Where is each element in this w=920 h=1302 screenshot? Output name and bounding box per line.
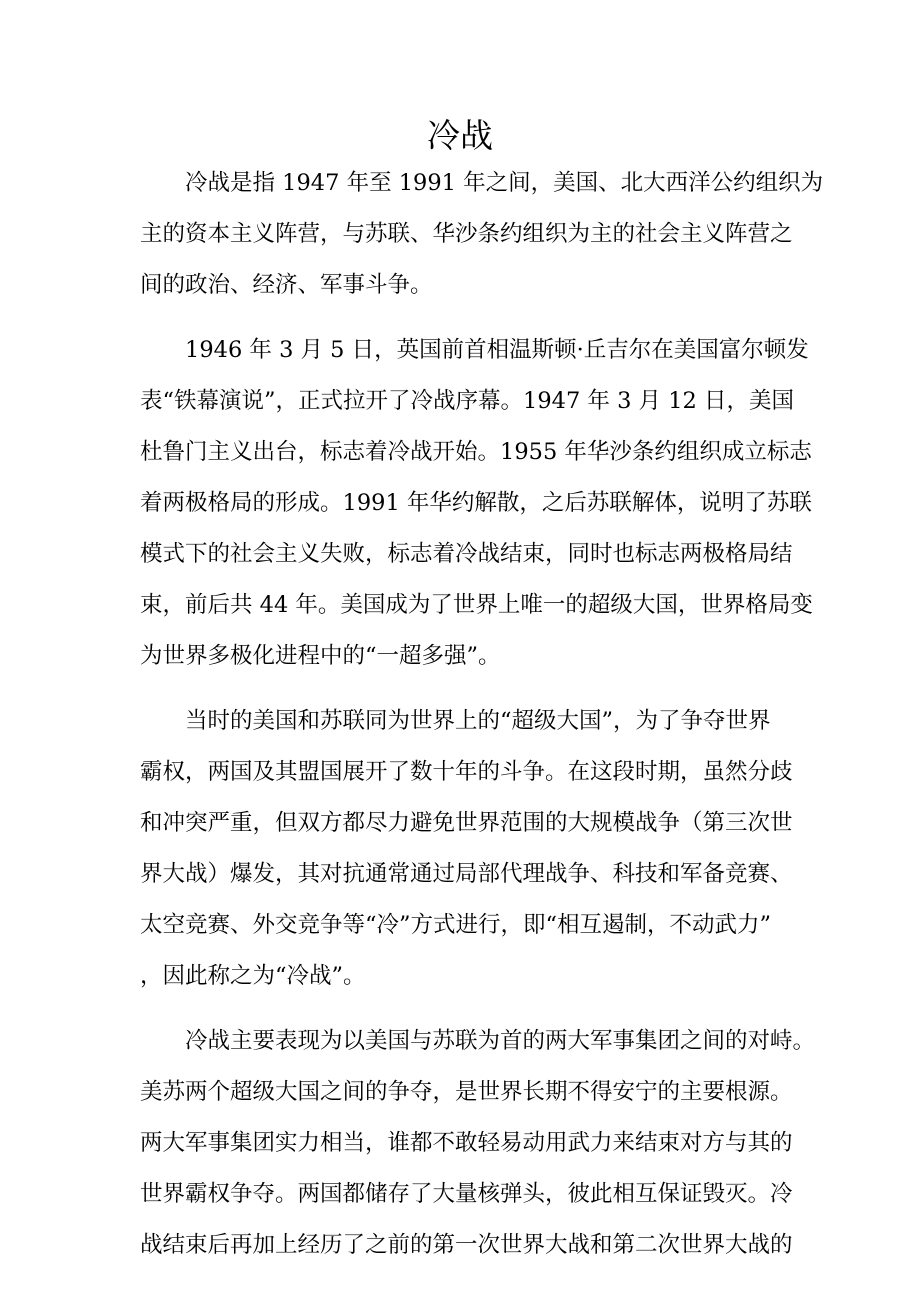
- text-line: 着两极格局的形成。1991 年华约解散，之后苏联解体，说明了苏联: [140, 490, 812, 516]
- paragraph-spacer: [140, 682, 788, 696]
- text-line: 冷战是指 1947 年至 1991 年之间，美国、北大西洋公约组织为: [185, 170, 824, 196]
- paragraph-superpowers: [140, 696, 793, 1002]
- paragraph-confrontation: [140, 1016, 816, 1271]
- page-title: 冷战: [427, 116, 493, 155]
- text-line: 界大战）爆发，其对抗通常通过局部代理战争、科技和军备竞赛、: [140, 861, 793, 887]
- paragraph-history: [140, 325, 813, 682]
- text-line: 为世界多极化进程中的“一超多强”。: [140, 643, 501, 669]
- text-line: 杜鲁门主义出台，标志着冷战开始。1955 年华沙条约组织成立标志: [140, 439, 812, 465]
- text-line: 冷战主要表现为以美国与苏联为首的两大军事集团之间的对峙。: [185, 1028, 816, 1054]
- document-body: [140, 158, 824, 1271]
- text-line: 表“铁幕演说”，正式拉开了冷战序幕。1947 年 3 月 12 日，美国: [140, 388, 794, 414]
- text-line: 太空竞赛、外交竞争等“冷”方式进行，即“相互遏制，不动武力”: [140, 912, 772, 938]
- text-line: 战结束后再加上经历了之前的第一次世界大战和第二次世界大战的: [140, 1232, 793, 1258]
- text-line: 主的资本主义阵营，与苏联、华沙条约组织为主的社会主义阵营之: [140, 221, 793, 247]
- paragraph-spacer: [140, 1002, 788, 1016]
- text-line: 和冲突严重，但双方都尽力避免世界范围的大规模战争（第三次世: [140, 810, 793, 836]
- text-line: 美苏两个超级大国之间的争夺，是世界长期不得安宁的主要根源。: [140, 1079, 793, 1105]
- paragraph-definition: [140, 158, 824, 311]
- text-line: ，因此称之为“冷战”。: [140, 963, 366, 989]
- text-line: 1946 年 3 月 5 日，英国前首相温斯顿·丘吉尔在美国富尔顿发: [185, 337, 809, 363]
- text-line: 世界霸权争夺。两国都储存了大量核弹头，彼此相互保证毁灭。冷: [140, 1181, 793, 1207]
- text-line: 模式下的社会主义失败，标志着冷战结束，同时也标志两极格局结: [140, 541, 793, 567]
- text-line: 霸权，两国及其盟国展开了数十年的斗争。在这段时期，虽然分歧: [140, 759, 793, 785]
- text-line: 束，前后共 44 年。美国成为了世界上唯一的超级大国，世界格局变: [140, 592, 813, 618]
- paragraph-spacer: [140, 311, 788, 325]
- text-line: 间的政治、经济、军事斗争。: [140, 272, 433, 298]
- text-line: 当时的美国和苏联同为世界上的“超级大国”，为了争夺世界: [185, 708, 771, 734]
- text-line: 两大军事集团实力相当，谁都不敢轻易动用武力来结束对方与其的: [140, 1130, 793, 1156]
